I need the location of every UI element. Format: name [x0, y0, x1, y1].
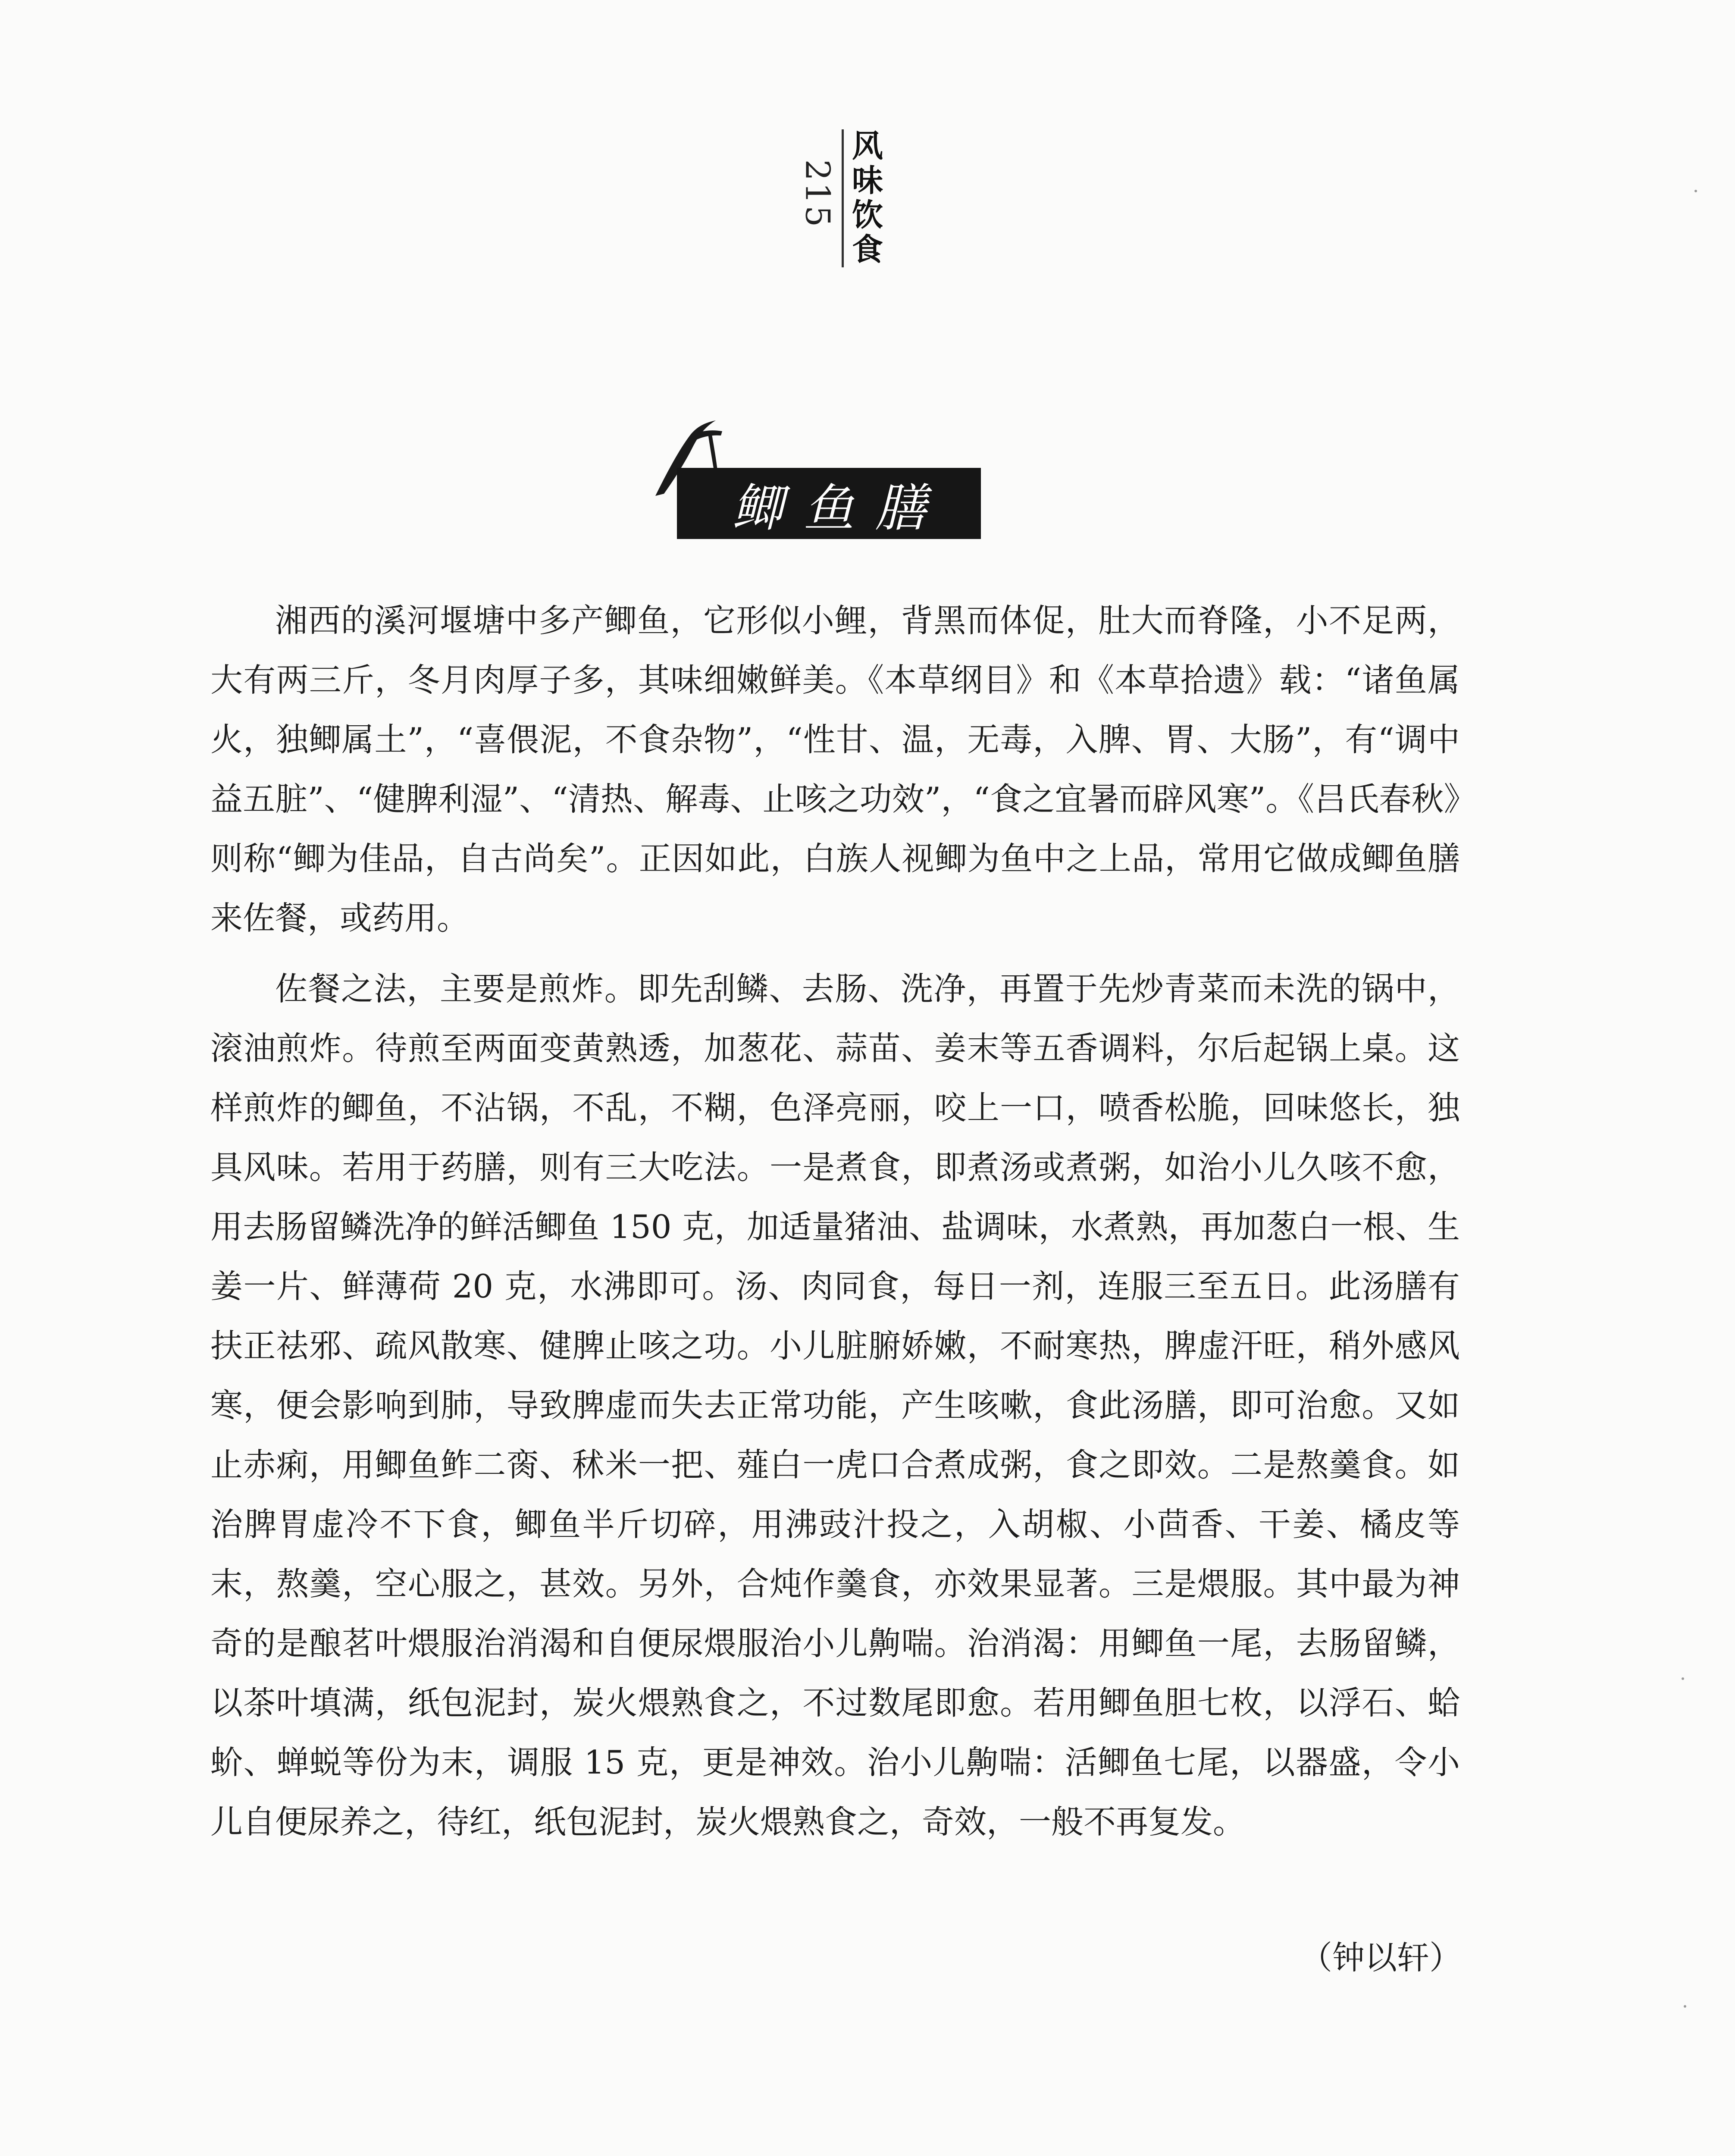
header-divider [842, 129, 844, 267]
page-header [785, 129, 883, 267]
article-body [210, 591, 1460, 1863]
title-banner [677, 468, 981, 539]
scan-speck [1694, 190, 1697, 192]
scan-speck [1682, 1677, 1684, 1680]
page-number: 215 [798, 159, 837, 229]
section-label: 风味饮食 [847, 129, 883, 267]
scan-speck [1684, 2005, 1686, 2008]
paragraph: 佐餐之法，主要是煎炸。即先刮鳞、去肠、洗净，再置于先炒青菜而未洗的锅中，滚油煎炸。待煎至两面变黄熟透，加葱花、蒜苗、姜末等五香调料，尔后起锅上桌。这样煎炸的鲫鱼，不沾锅，不乱，不糊，色泽亮丽，咬上一口，喷香松脆，回味悠长，独具风味。若用于药膳，则有三大吃法。一是煮食，即煮汤或煮粥，如治小儿久咳不愈，用去肠留鳞洗净的鲜活鲫鱼 150 克，加适量猪油、盐调味，水煮熟，再加葱白一根、生姜一片、鲜薄荷 20 克，水沸即可。汤、肉同食，每日一剂，连服三至五日。此汤膳有扶正祛邪、疏风散寒、健脾止咳之功。小儿脏腑娇嫩，不耐寒热，脾虚汗旺，稍外感风寒，便会影响到肺，导致脾虚而失去正常功能，产生咳嗽，食此汤膳，即可治愈。又如止赤痢，用鲫鱼鲊二脔、秫米一把、薤白一虎口合煮成粥，食之即效。二是熬羹食。如治脾胃虚冷不下食，鲫鱼半斤切碎，用沸豉汁投之，入胡椒、小茴香、干姜、橘皮等末，熬羹，空心服之，甚效。另外，合炖作羹食，亦效果显著。三是煨服。其中最为神奇的是酿茗叶煨服治消渴和自便尿煨服治小儿齁喘。治消渴：用鲫鱼一尾，去肠留鳞，以茶叶填满，纸包泥封，炭火煨熟食之，不过数尾即愈。若用鲫鱼胆七枚，以浮石、蛤蚧、蝉蜕等份为末，调服 15 克，更是神效。治小儿齁喘：活鲫鱼七尾，以器盛，令小儿自便尿养之，待红，纸包泥封，炭火煨熟食之，奇效，一般不再复发。 [210, 970, 1460, 1841]
article-title: 鲫鱼膳 [732, 478, 947, 538]
paragraph: 湘西的溪河堰塘中多产鲫鱼，它形似小鲤，背黑而体促，肚大而脊隆，小不足两，大有两三斤，冬月肉厚子多，其味细嫩鲜美。《本草纲目》和《本草拾遗》载：“诸鱼属火，独鲫属土”，“喜偎泥，不食杂物”，“性甘、温，无毒，入脾、胃、大肠”，有“调中益五脏”、“健脾利湿”、“清热、解毒、止咳之功效”，“食之宜暑而辟风寒”。《吕氏春秋》则称“鲫为佳品，自古尚矣”。正因如此，白族人视鲫为鱼中之上品，常用它做成鲫鱼膳来佐餐，或药用。 [210, 602, 1460, 937]
author-credit: （钟以轩） [1300, 1939, 1462, 1977]
